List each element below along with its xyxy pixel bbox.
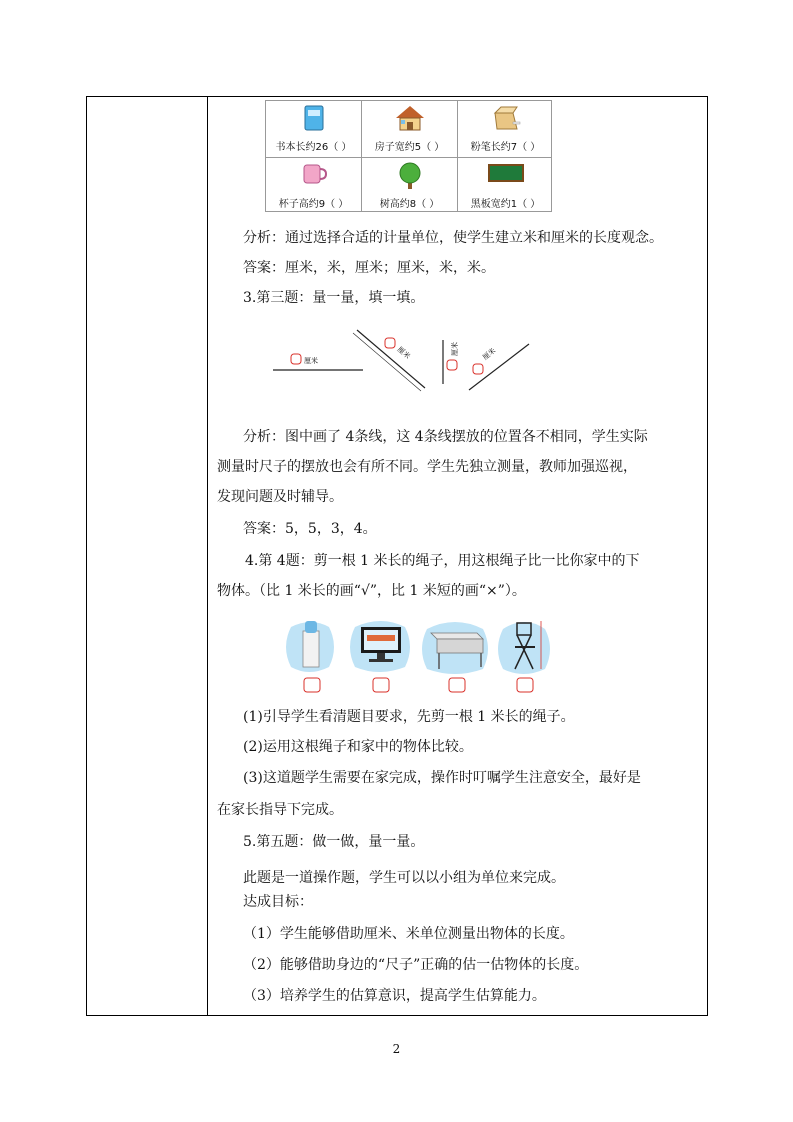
measure-line-4 <box>469 344 529 390</box>
grid-caption: 杯子高约9（ ） <box>278 199 349 210</box>
tree-icon <box>396 162 424 190</box>
computer-monitor-icon <box>350 621 410 692</box>
q3-answer: 答案：5，5，3，4。 <box>243 521 377 537</box>
q4-title-line2: 物体。（比 1 米长的画“√”，比 1 米短的画“×”）。 <box>217 583 526 599</box>
measure-line-2 <box>357 330 425 388</box>
svg-text:厘米: 厘米 <box>451 342 459 356</box>
book-icon <box>303 105 325 131</box>
grid-caption: 粉笔长约7（ ） <box>470 142 541 153</box>
answer-box <box>473 364 483 374</box>
unit-label: 厘米 <box>304 357 318 365</box>
column-divider <box>207 97 208 1015</box>
grid-cell-blackboard <box>458 158 553 214</box>
grid-caption: 房子宽约5（ ） <box>374 142 445 153</box>
lesson-table <box>86 96 708 1016</box>
q4-step3-line2: 在家长指导下完成。 <box>217 802 343 818</box>
grid-cell-tree <box>362 158 457 214</box>
folding-chair-icon <box>498 621 550 692</box>
grid-caption: 书本长约26（ ） <box>275 142 352 153</box>
q5-goal-3: （3）培养学生的估算意识，提高学生估算能力。 <box>243 988 546 1004</box>
q2-answer: 答案：厘米，米，厘米；厘米，米，米。 <box>243 260 495 276</box>
household-objects-row <box>283 617 553 693</box>
blackboard-icon <box>488 162 524 184</box>
q4-step3-line1: (3)这道题学生需要在家完成，操作时叮嘱学生注意安全，最好是 <box>243 770 641 786</box>
grid-caption: 黑板宽约1（ ） <box>470 199 541 210</box>
q4-step1: (1)引导学生看清题目要求，先剪一根 1 米长的绳子。 <box>243 709 575 725</box>
grid-caption: 树高约8（ ） <box>379 199 440 210</box>
svg-text:厘米: 厘米 <box>395 345 412 361</box>
q3-analysis-line3: 发现问题及时辅导。 <box>217 489 343 505</box>
cup-icon <box>300 162 328 186</box>
answer-box <box>447 360 457 370</box>
chalk-box-icon <box>491 105 521 131</box>
grid-cell-cup <box>266 158 361 214</box>
answer-box <box>385 338 395 348</box>
grid-cell-chalk <box>458 101 553 157</box>
page-number: 2 <box>392 1042 401 1056</box>
desk-icon <box>422 622 488 692</box>
unit-choice-grid <box>265 100 552 212</box>
water-dispenser-icon <box>286 621 334 692</box>
house-icon <box>395 105 425 131</box>
q2-analysis: 分析：通过选择合适的计量单位，使学生建立米和厘米的长度观念。 <box>243 230 663 246</box>
grid-cell-book <box>266 101 361 157</box>
answer-box <box>291 354 301 364</box>
q5-goal-2: （2）能够借助身边的“尺子”正确的估一估物体的长度。 <box>243 957 589 973</box>
measure-lines-diagram <box>267 322 537 392</box>
grid-cell-house <box>362 101 457 157</box>
q3-analysis-line2: 测量时尺子的摆放也会有所不同。学生先独立测量，教师加强巡视， <box>217 459 637 475</box>
q3-analysis-line1: 分析：图中画了 4条线，这 4条线摆放的位置各不相同，学生实际 <box>243 429 648 445</box>
q5-desc: 此题是一道操作题，学生可以以小组为单位来完成。 <box>243 870 565 886</box>
q5-goals-heading: 达成目标： <box>243 894 313 910</box>
svg-text:厘米: 厘米 <box>481 346 498 362</box>
q5-title: 5.第五题：做一做，量一量。 <box>243 834 425 850</box>
q4-step2: (2)运用这根绳子和家中的物体比较。 <box>243 739 473 755</box>
q4-title-line1: 4.第 4题：剪一根 1 米长的绳子，用这根绳子比一比你家中的下 <box>245 553 640 569</box>
q5-goal-1: （1）学生能够借助厘米、米单位测量出物体的长度。 <box>243 926 574 942</box>
q3-title: 3.第三题：量一量，填一填。 <box>243 290 425 306</box>
